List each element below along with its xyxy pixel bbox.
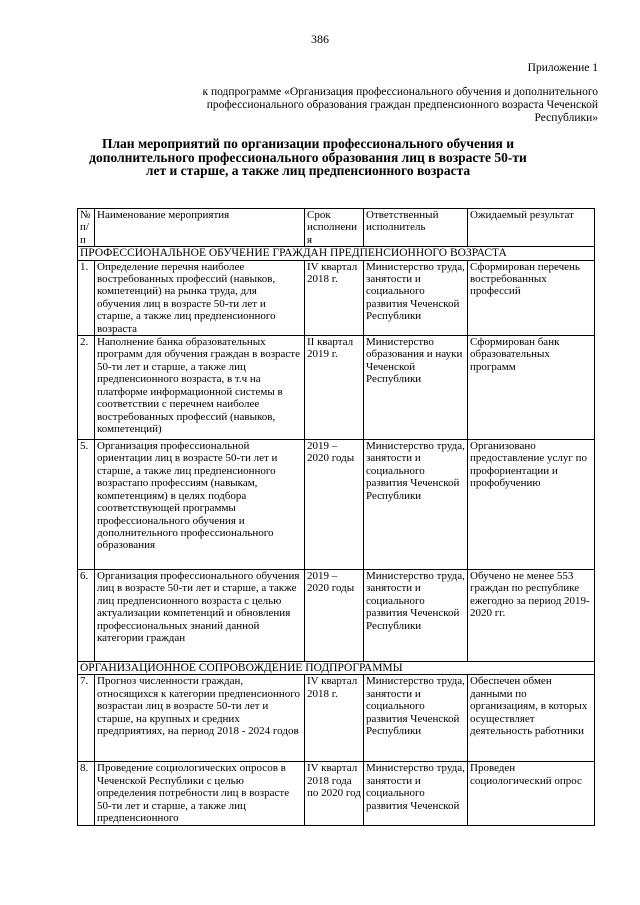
table-row [78, 440, 595, 570]
row-term: IV квартал 2018 г. [305, 260, 364, 335]
row-responsible: Министерство труда, занятости и социального развития Чеченской Республики [364, 570, 468, 662]
plan-table [77, 208, 595, 826]
section-heading: ОРГАНИЗАЦИОННОЕ СОПРОВОЖДЕНИЕ ПОДПРОГРАММЫ [78, 662, 595, 675]
row-name: Определение перечня наиболее востребованных профессий (навыков, компетенций) на рынка труда, для обучения лиц в возрасте 50-ти лет и старше, а также лиц предпенсионного возраста [95, 260, 305, 335]
row-responsible: Министерство образования и науки Чеченской Республики [364, 336, 468, 440]
row-responsible: Министерство труда, занятости и социального развития Чеченской Республики [364, 260, 468, 335]
row-num: 5. [78, 440, 95, 570]
row-result: Обеспечен обмен данными по организациям, в которых осуществляет деятельность работники [468, 675, 595, 762]
row-name: Наполнение банка образовательных программ для обучения граждан в возрасте 50-ти лет и старше, а также лиц предпенсионного возраста, в т.ч на платформе информационной системы в соответствии с перечнем наиболее востребованных профессий (навыков, компетенций) [95, 336, 305, 440]
row-term: 2019 – 2020 годы [305, 570, 364, 662]
row-term: 2019 – 2020 годы [305, 440, 364, 570]
row-name: Проведение социологических опросов в Чеченской Республики с целью определения потребности лиц в возрасте 50-ти лет и старше, а также лиц предпенсионного [95, 762, 305, 825]
row-responsible: Министерство труда, занятости и социального развития Чеченской Республики [364, 675, 468, 762]
document-title: План мероприятий по организации профессионального обучения и дополнительного профессионального образования лиц в возрасте 50-ти лет и старше, а также лиц предпенсионного возраста [89, 136, 527, 178]
table-row [78, 336, 595, 440]
row-responsible: Министерство труда, занятости и социального развития Чеченской Республики [364, 440, 468, 570]
row-result: Проведен социологический опрос [468, 762, 595, 825]
section-row [78, 662, 595, 675]
row-name: Организация профессионального обучения лиц в возрасте 50-ти лет и старше, а также лиц предпенсионного возраста с целью актуализации компетенций и обновления профессиональных знаний данной категории граждан [95, 570, 305, 662]
header-term: Срок исполнения [305, 209, 364, 247]
table-row [78, 260, 595, 335]
row-term: II квартал 2019 г. [305, 336, 364, 440]
row-result: Обучено не менее 553 граждан по республике ежегодно за период 2019-2020 гг. [468, 570, 595, 662]
row-name: Организация профессиональной ориентации лиц в возрасте 50-ти лет и старше, а также лиц предпенсионного возрастапо профессиям (навыкам, компетенциям) в целях подбора соответствующей программы профессионального обучения и дополнительного профессионального образования [95, 440, 305, 570]
row-num: 1. [78, 260, 95, 335]
row-num: 7. [78, 675, 95, 762]
subtitle: к подпрограмме «Организация профессионального обучения и дополнительного профессионального образования граждан предпенсионного возраста Чеченской Республики» [202, 86, 598, 124]
row-responsible: Министерство труда, занятости и социального развития Чеченской [364, 762, 468, 825]
table-row [78, 675, 595, 762]
header-row [78, 209, 595, 247]
section-heading: ПРОФЕССИОНАЛЬНОЕ ОБУЧЕНИЕ ГРАЖДАН ПРЕДПЕНСИОННОГО ВОЗРАСТА [78, 247, 595, 260]
row-result: Организовано предоставление услуг по профориентации и профобучению [468, 440, 595, 570]
row-term: IV квартал 2018 г. [305, 675, 364, 762]
table-row [78, 762, 595, 825]
row-num: 8. [78, 762, 95, 825]
section-row [78, 247, 595, 260]
row-num: 2. [78, 336, 95, 440]
table-row [78, 570, 595, 662]
header-name: Наименование мероприятия [95, 209, 305, 247]
row-result: Сформирован банк образовательных программ [468, 336, 595, 440]
header-result: Ожидаемый результат [468, 209, 595, 247]
row-result: Сформирован перечень востребованных профессий [468, 260, 595, 335]
appendix-label: Приложение 1 [527, 62, 598, 74]
page-number: 386 [311, 32, 329, 46]
row-name: Прогноз численности граждан, относящихся к категории предпенсионного возрастаи лиц в возрасте 50-ти лет и старше, на крупных и средних предприятиях, на период 2018 - 2024 годов [95, 675, 305, 762]
row-num: 6. [78, 570, 95, 662]
row-term: IV квартал 2018 года по 2020 год [305, 762, 364, 825]
header-num: № п/п [78, 209, 95, 247]
header-responsible: Ответственный исполнитель [364, 209, 468, 247]
